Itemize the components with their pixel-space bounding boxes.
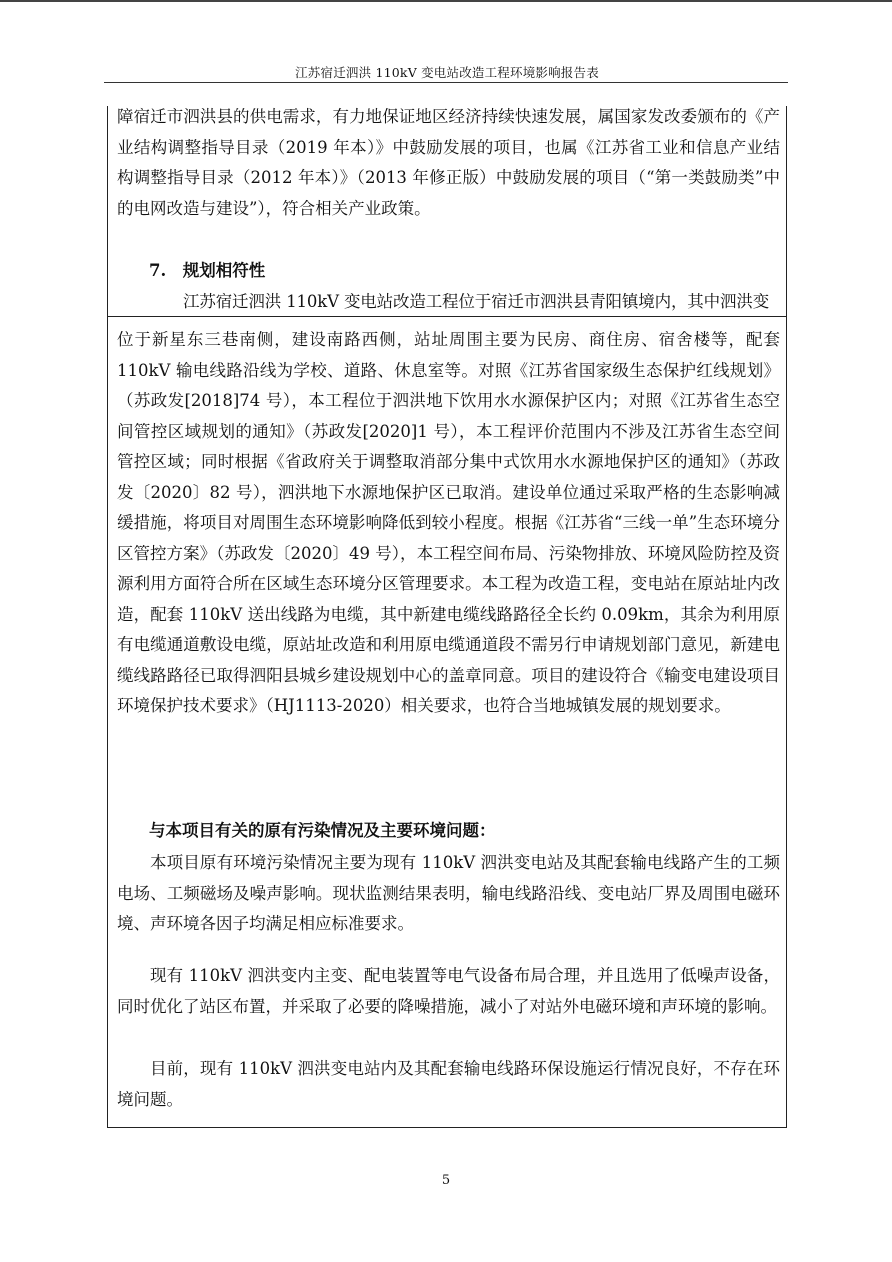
pollution-paragraph-3: 目前，现有 110kV 泗洪变电站内及其配套输电线路环保设施运行情况良好，不存在环境问题。 — [117, 1059, 780, 1109]
pollution-body-3 — [117, 1054, 780, 1115]
running-header: 江苏宿迁泗洪 110kV 变电站改造工程环境影响报告表 — [295, 65, 599, 80]
pollution-paragraph-1: 本项目原有环境污染情况主要为现有 110kV 泗洪变电站及其配套输电线路产生的工频电场、工频磁场及噪声影响。现状监测结果表明，输电线路沿线、变电站厂界及周围电磁环境、声环境各因子均满足相应标准要求。 — [117, 853, 780, 933]
pollution-body-1 — [117, 848, 780, 940]
pollution-body-2 — [117, 961, 780, 1022]
planning-paragraph: 位于新星东三巷南侧，建设南路西侧，站址周围主要为民房、商住房、宿舍楼等，配套 110kV 输电线路沿线为学校、道路、休息室等。对照《江苏省国家级生态保护红线规划》（苏政发[2018]74 号），本工程位于泗洪地下饮用水水源保护区内；对照《江苏省生态空间管控区域规划的通知》（苏政发[2020]1 号），本工程评价范围内不涉及江苏省生态空间管控区域；同时根据《省政府关于调整取消部分集中式饮用水水源地保护区的通知》（苏政发〔2020〕82 号），泗洪地下水源地保护区已取消。建设单位通过采取严格的生态影响减缓措施，将项目对周围生态环境影响降低到较小程度。根据《江苏省“三线一单”生态环境分区管控方案》（苏政发〔2020〕49 号），本工程空间布局、污染物排放、环境风险防控及资源利用方面符合所在区域生态环境分区管理要求。本工程为改造工程，变电站在原站址内改造，配套 110kV 送出线路为电缆，其中新建电缆线路路径全长约 0.09km，其余为利用原有电缆通道敷设电缆，原站址改造和利用原电缆通道段不需另行申请规划部门意见，新建电缆线路路径已取得泗阳县城乡建设规划中心的盖章同意。项目的建设符合《输变电建设项目环境保护技术要求》（HJ1113-2020）相关要求，也符合当地城镇发展的规划要求。 — [117, 330, 780, 715]
header-rule — [104, 82, 788, 83]
section-7-heading: 7. 规划相符性 — [149, 261, 266, 280]
pollution-heading: 与本项目有关的原有污染情况及主要环境问题： — [149, 821, 496, 840]
section-7-body — [117, 325, 780, 722]
page-top-border — [0, 0, 892, 2]
page-number: 5 — [441, 1173, 451, 1188]
inner-rule — [107, 316, 787, 317]
top-section — [117, 102, 780, 224]
section-7-first-line: 江苏宿迁泗洪 110kV 变电站改造工程位于宿迁市泗洪县青阳镇境内，其中泗洪变 — [183, 292, 770, 311]
pollution-paragraph-2: 现有 110kV 泗洪变内主变、配电装置等电气设备布局合理，并且选用了低噪声设备，同时优化了站区布置，并采取了必要的降噪措施，减小了对站外电磁环境和声环境的影响。 — [117, 966, 780, 1016]
policy-paragraph: 障宿迁市泗洪县的供电需求，有力地保证地区经济持续快速发展，属国家发改委颁布的《产业结构调整指导目录（2019 年本）》中鼓励发展的项目，也属《江苏省工业和信息产业结构调整指导目录（2012 年本）》（2013 年修正版）中鼓励发展的项目（“第一类鼓励类”中的电网改造与建设”），符合相关产业政策。 — [117, 107, 780, 218]
section-7-first-line-block — [117, 287, 780, 318]
